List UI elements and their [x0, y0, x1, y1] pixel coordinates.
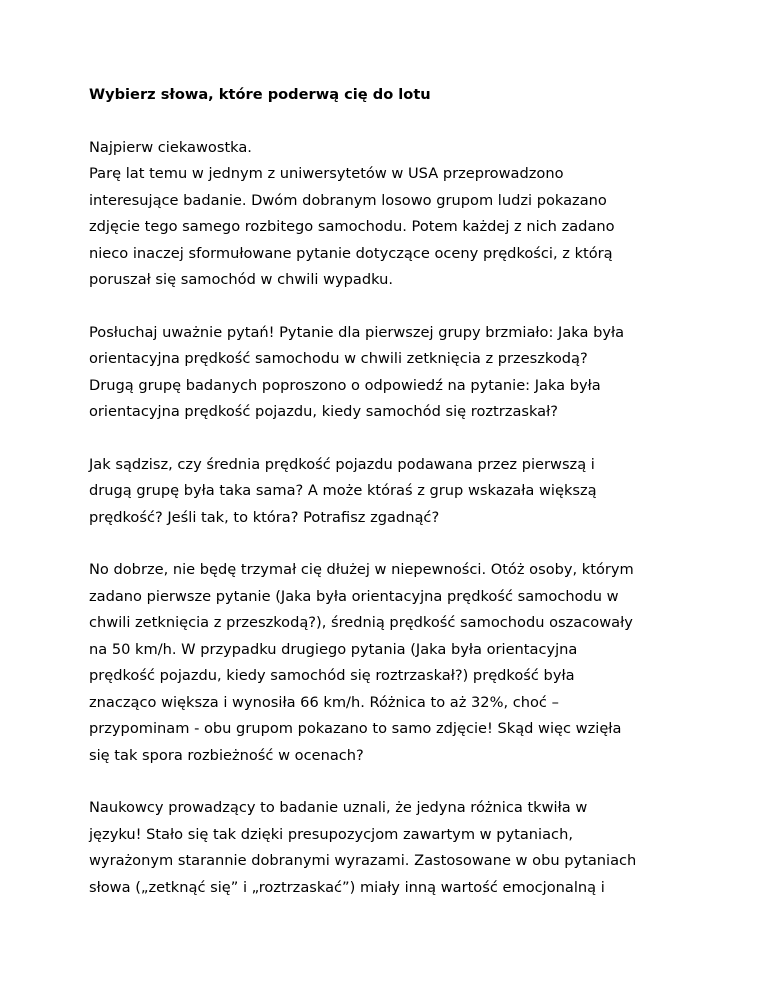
text-line: nieco inaczej sformułowane pytanie dotyczące oceny prędkości, z którą — [89, 244, 613, 262]
text-line: się tak spora rozbieżność w ocenach? — [89, 746, 364, 764]
text-line: Naukowcy prowadzący to badanie uznali, że jedyna różnica tkwiła w — [89, 799, 588, 816]
text-line: Najpierw ciekawostka. — [89, 138, 252, 156]
text-line: Parę lat temu w jednym z uniwersytetów w USA przeprowadzono — [89, 165, 564, 182]
text-line: przypominam - obu grupom pokazano to samo zdjęcie! Skąd więc wzięła — [89, 720, 622, 737]
text-line: No dobrze, nie będę trzymał cię dłużej w niepewności. Otóż osoby, którym — [89, 561, 634, 578]
document-title: Wybierz słowa, które poderwą cię do lotu — [89, 86, 431, 103]
document-page — [89, 82, 689, 927]
text-line: poruszał się samochód w chwili wypadku. — [89, 271, 394, 288]
text-line: Drugą grupę badanych poproszono o odpowiedź na pytanie: Jaka była — [89, 376, 601, 394]
text-line: prędkość? Jeśli tak, to która? Potrafisz zgadnąć? — [89, 508, 440, 526]
text-line: na 50 km/h. W przypadku drugiego pytania (Jaka była orientacyjna — [89, 640, 578, 658]
text-line: drugą grupę była taka sama? A może któraś z grup wskazała większą — [89, 482, 597, 499]
paragraph-results — [89, 557, 689, 769]
paragraph-conclusion — [89, 795, 689, 901]
text-line: zadano pierwsze pytanie (Jaka była orientacyjna prędkość samochodu w — [89, 587, 619, 605]
text-line: znacząco większa i wynosiła 66 km/h. Różnica to aż 32%, choć – — [89, 693, 559, 711]
text-line: słowa („zetknąć się” i „roztrzaskać”) miały inną wartość emocjonalną i — [89, 878, 605, 896]
text-line: prędkość pojazdu, kiedy samochód się roztrzaskał?) prędkość była — [89, 667, 575, 684]
paragraph-questions — [89, 320, 689, 426]
text-line: interesujące badanie. Dwóm dobranym losowo grupom ludzi pokazano — [89, 191, 607, 209]
text-line: Posłuchaj uważnie pytań! Pytanie dla pierwszej grupy brzmiało: Jaka była — [89, 323, 625, 341]
paragraph-intro — [89, 135, 689, 294]
text-line: języku! Stało się tak dzięki presupozycjom zawartym w pytaniach, — [89, 825, 573, 843]
text-line: orientacyjna prędkość samochodu w chwili zetknięcia z przeszkodą? — [89, 350, 588, 367]
text-line: chwili zetknięcia z przeszkodą?), średnią prędkość samochodu oszacowały — [89, 614, 633, 631]
paragraph-guess — [89, 452, 689, 532]
text-line: zdjęcie tego samego rozbitego samochodu. Potem każdej z nich zadano — [89, 218, 615, 235]
text-line: orientacyjna prędkość pojazdu, kiedy samochód się roztrzaskał? — [89, 403, 559, 420]
text-line: wyrażonym starannie dobranymi wyrazami. Zastosowane w obu pytaniach — [89, 852, 637, 869]
text-line: Jak sądzisz, czy średnia prędkość pojazdu podawana przez pierwszą i — [89, 455, 595, 473]
